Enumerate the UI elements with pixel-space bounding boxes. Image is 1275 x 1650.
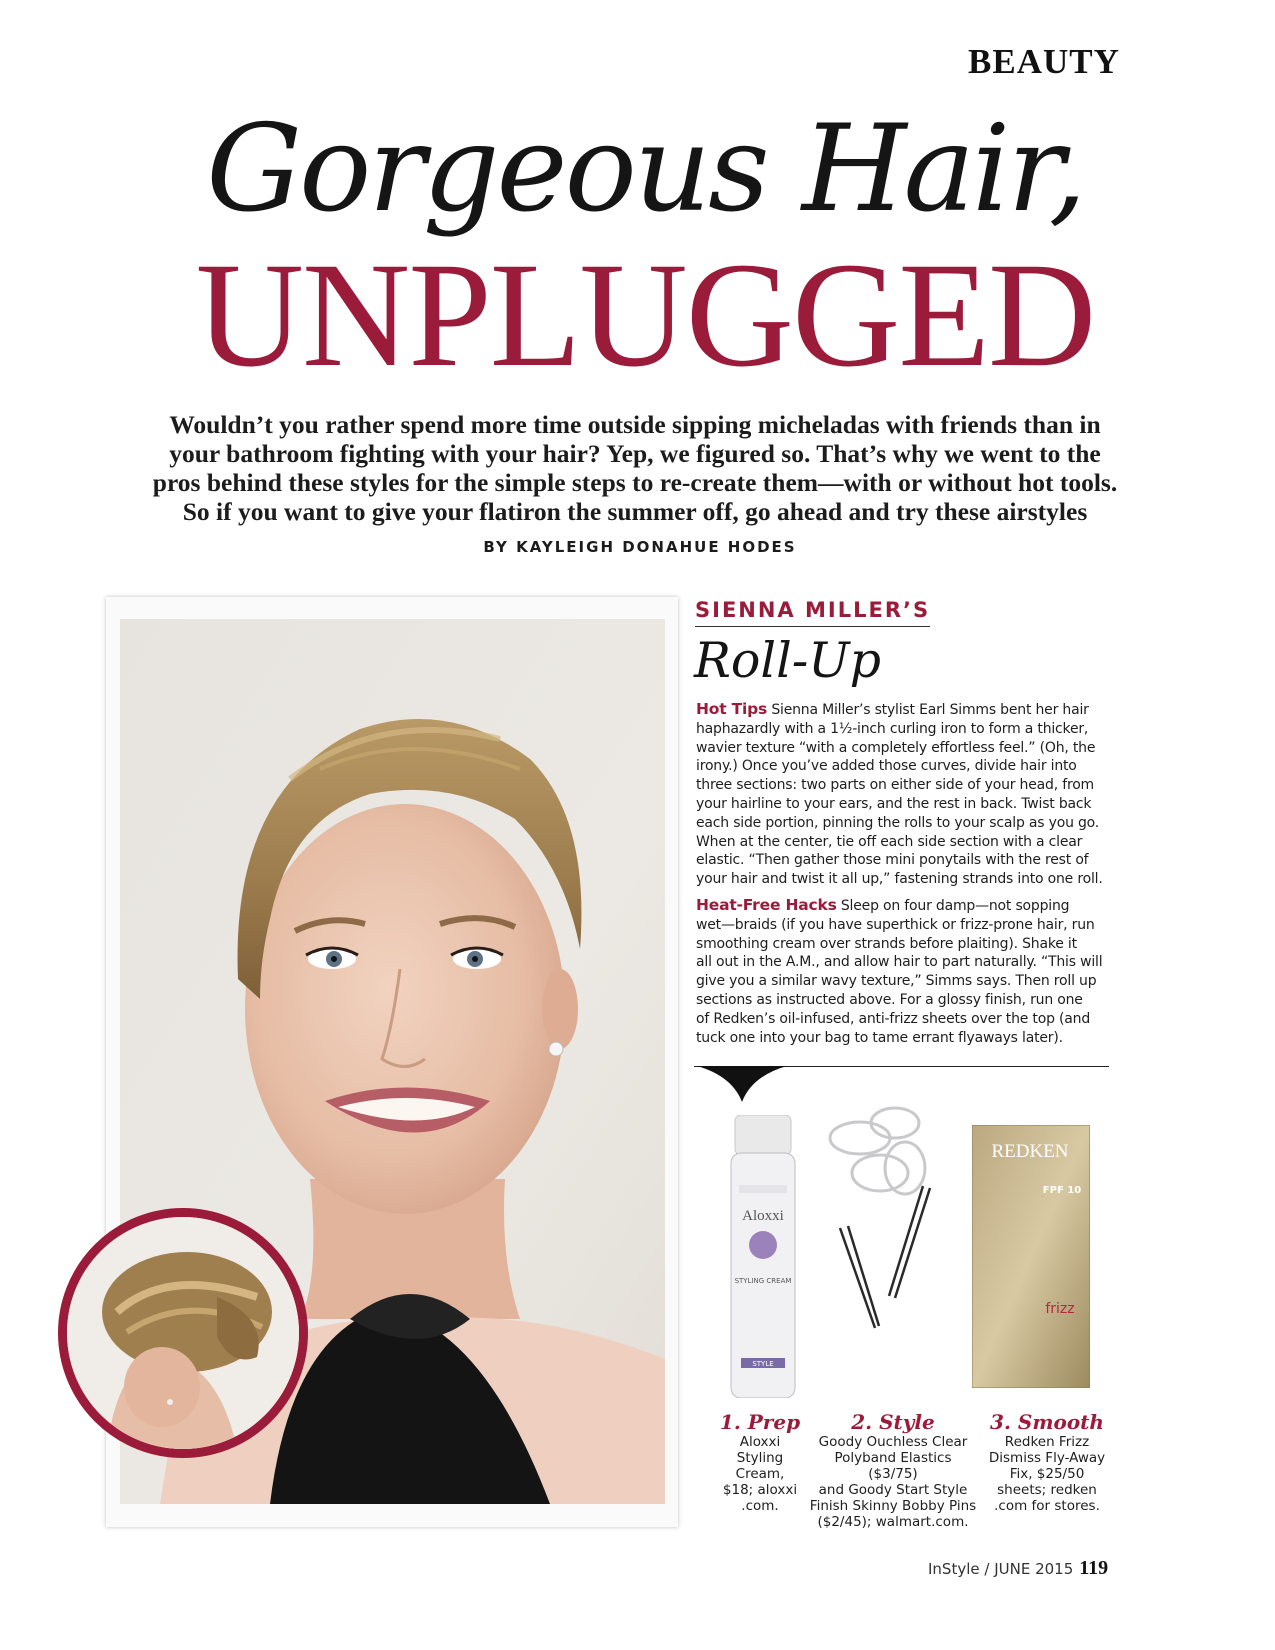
body-line: smoothing cream over strands before plaiting). Shake it	[696, 935, 1077, 952]
inset-photo	[58, 1208, 308, 1458]
body-line: of Redken’s oil-infused, anti-frizz sheets over the top (and	[696, 1010, 1091, 1027]
body-line: sections as instructed above. For a glossy finish, run one	[696, 991, 1083, 1008]
product-step: 1. Prep	[719, 1410, 801, 1434]
product-desc-line: Fix, $25/50	[1009, 1466, 1085, 1482]
product-desc-line: Dismiss Fly-Away	[988, 1450, 1106, 1466]
kicker: SIENNA MILLER’S	[695, 598, 930, 627]
product-desc-line: .com for stores.	[994, 1498, 1100, 1514]
product-desc-line: Finish Skinny Bobby Pins	[809, 1498, 977, 1514]
style-title: Roll-Up	[694, 632, 881, 689]
dek	[130, 410, 1140, 526]
product-desc-line: Redken Frizz	[1004, 1434, 1090, 1450]
bottle-label-text: STYLING CREAM	[734, 1277, 792, 1285]
body-line: When at the center, tie off each side section with a clear	[696, 833, 1083, 850]
dek-line: pros behind these styles for the simple steps to re-create them—with or without hot tools.	[152, 468, 1118, 497]
product-desc-line: Goody Ouchless Clear	[818, 1434, 968, 1450]
body-line: wavier texture “with a completely effortless feel.” (Oh, the	[696, 739, 1096, 756]
product-desc-line: .com.	[741, 1498, 779, 1514]
bottle-brand-text: Aloxxi	[742, 1208, 784, 1224]
body-line: wet—braids (if you have superthick or frizz-prone hair, run	[696, 916, 1095, 933]
body-line: Sienna Miller’s stylist Earl Simms bent her hair	[771, 702, 1089, 718]
dek-line: your bathroom fighting with your hair? Yep, we figured so. That’s why we went to the	[169, 439, 1101, 468]
frizz-sheets-box-image	[972, 1125, 1090, 1388]
box-brand-text: REDKEN	[991, 1141, 1069, 1162]
body-line: give you a similar wavy texture,” Simms says. Then roll up	[696, 973, 1097, 990]
product-caption-prep	[700, 1410, 820, 1514]
product-step: 2. Style	[851, 1410, 935, 1434]
page-number: 119	[1079, 1557, 1109, 1579]
product-desc-line: ($2/45); walmart.com.	[817, 1514, 969, 1530]
dek-line: Wouldn’t you rather spend more time outside sipping micheladas with friends than in	[169, 410, 1101, 439]
headline-line-1: Gorgeous Hair,	[206, 100, 1084, 239]
hot-tips-paragraph	[696, 700, 1108, 889]
body-line: all out in the A.M., and allow hair to part naturally. “This will	[696, 954, 1103, 971]
product-desc-line: Aloxxi	[739, 1434, 781, 1450]
product-desc-line: $18; aloxxi	[722, 1482, 798, 1498]
magazine-issue: InStyle / JUNE 2015	[928, 1560, 1074, 1578]
product-desc-line: sheets; redken	[997, 1482, 1097, 1498]
product-step: 3. Smooth	[990, 1410, 1104, 1434]
product-caption-style	[808, 1410, 978, 1530]
body-line: your hairline to your ears, and the rest in back. Twist back	[696, 795, 1092, 812]
byline: BY KAYLEIGH DONAHUE HODES	[483, 538, 797, 556]
box-name-text: frizz	[1045, 1301, 1075, 1317]
section-label: BEAUTY	[968, 42, 1120, 81]
product-desc-line: Styling	[736, 1450, 784, 1466]
bobby-pins-and-elastics-image	[815, 1098, 940, 1338]
divider-notch	[697, 1066, 787, 1102]
body-line: elastic. “Then gather those mini ponytails with the rest of	[696, 852, 1089, 869]
body-line: irony.) Once you’ve added those curves, divide hair into	[696, 758, 1077, 775]
product-desc-line: Cream,	[735, 1466, 785, 1482]
body-line: three sections: two parts on either side of your head, from	[696, 777, 1094, 794]
styling-cream-bottle-image	[727, 1115, 799, 1398]
body-line: Sleep on four damp—not sopping	[840, 898, 1070, 914]
body-line: each side portion, pinning the rolls to your scalp as you go.	[696, 814, 1100, 831]
product-desc-line: Polyband Elastics ($3/75)	[834, 1450, 952, 1482]
updo-back-view-image	[67, 1217, 299, 1449]
hot-tips-lead: Hot Tips	[696, 700, 768, 718]
dek-line: So if you want to give your flatiron the summer off, go ahead and try these airstyles	[182, 497, 1088, 526]
bottle-tag-text: STYLE	[752, 1360, 774, 1368]
body-line: your hair and twist it all up,” fastening strands into one roll.	[696, 871, 1103, 888]
product-desc-line: and Goody Start Style	[818, 1482, 968, 1498]
heat-free-paragraph	[696, 896, 1108, 1047]
page-footer	[928, 1557, 1108, 1580]
body-line: haphazardly with a 1½-inch curling iron to form a thicker,	[696, 720, 1089, 737]
product-caption-smooth	[982, 1410, 1112, 1514]
box-spf-text: FPF 10	[1042, 1185, 1082, 1196]
body-line: tuck one into your bag to tame errant flyaways later).	[696, 1029, 1063, 1046]
headline-line-2: UNPLUGGED	[195, 232, 1095, 398]
heat-free-lead: Heat-Free Hacks	[696, 896, 837, 914]
